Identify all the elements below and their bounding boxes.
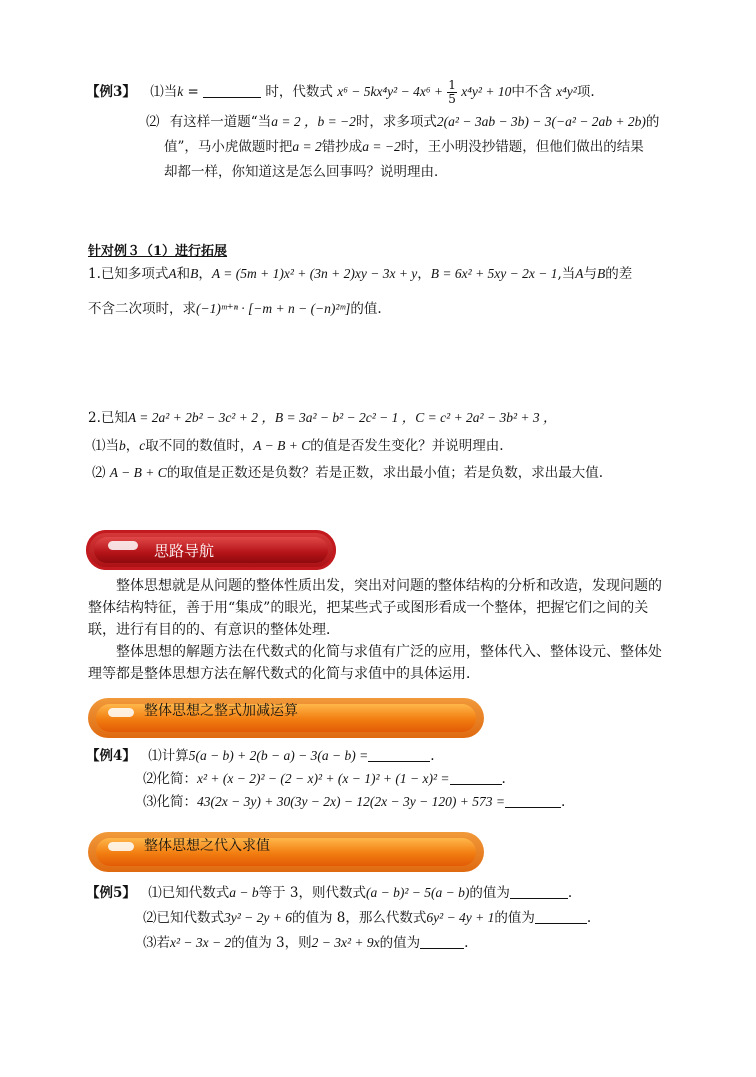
math-expression: a = 2 ，b = −2 [271, 114, 356, 129]
text: . [430, 748, 435, 764]
extension-p1-line2 [88, 297, 382, 317]
example-3-q2-line2 [164, 135, 644, 155]
text: 不含二次项时，求 [88, 301, 196, 317]
example-3-q2-line3 [164, 160, 448, 180]
text: 1.已知多项式 [88, 266, 169, 282]
question-number: ⑵ [143, 771, 157, 787]
answer-blank[interactable] [368, 747, 430, 762]
banner-highlight [108, 708, 134, 717]
math-expression: 5(a − b) + 2(b − a) − 3(a − b) = [188, 748, 369, 763]
fraction [447, 79, 457, 106]
text: . [567, 885, 573, 901]
text: 的值为 [469, 885, 510, 901]
text: 有这样一道题“当 [169, 114, 272, 130]
text: 的值是否发生变化？并说明理由. [310, 438, 504, 454]
math-expression: 3y² − 2y + 6 [224, 910, 293, 925]
text: 的取值是正数还是负数？若是正数，求出最小值；若是负数，求出最大值. [166, 465, 604, 481]
math-expression: x⁴y² + 10 [461, 84, 512, 99]
math-var: A [168, 266, 177, 281]
question-number: ⑵ [92, 465, 106, 481]
text: 2.已知 [88, 410, 128, 426]
extension-p2-q1 [92, 434, 504, 454]
question-number: ⑴ [148, 885, 162, 901]
text: 时，求多项式 [355, 114, 437, 130]
text: . [560, 794, 566, 810]
text: 化简： [156, 771, 197, 787]
math-expression: 2(a² − 3ab − 3b) − 3(−a² − 2ab + 2b) [436, 114, 646, 129]
math-expression: A − B + C [109, 465, 167, 480]
question-number: ⑶ [143, 935, 157, 951]
text: 时，王小明没抄错题，但他们做出的结果 [400, 139, 644, 155]
banner-highlight [108, 541, 138, 550]
section-banner-1 [88, 698, 484, 738]
math-expression: A = (5m + 1)x² + (3n + 2)xy − 3x + y [211, 266, 418, 281]
math-var: B [597, 266, 606, 281]
text: 项. [576, 84, 595, 100]
fraction-denominator: 5 [448, 92, 456, 106]
text: = [187, 84, 199, 100]
extension-heading: 针对例３（1）进行拓展 [88, 244, 228, 259]
text: . [586, 910, 592, 926]
answer-blank[interactable] [510, 884, 568, 899]
math-var: A [575, 266, 584, 281]
question-number: ⑶ [143, 794, 157, 810]
fraction-numerator: 1 [448, 78, 456, 92]
text: 的值. [350, 301, 382, 317]
guide-banner-title: 思路导航 [154, 542, 215, 560]
text: 当 [105, 438, 119, 454]
text: ,当 [557, 266, 576, 282]
text: 当 [163, 84, 178, 100]
text: . [464, 935, 469, 951]
math-expression: x² − 3x − 2 [170, 935, 232, 950]
text: 取不同的数值时， [145, 438, 254, 454]
example-5-q3 [143, 931, 468, 951]
banner-highlight [108, 842, 134, 851]
section-banner-1-title: 整体思想之整式加减运算 [144, 703, 298, 719]
example-5-q2 [143, 906, 591, 926]
text: 的差 [605, 266, 633, 282]
answer-blank[interactable] [450, 770, 502, 785]
text: 与 [583, 266, 598, 282]
extension-p2-q2 [92, 461, 603, 481]
example-label: 【例4】 [86, 748, 136, 764]
math-expression: B = 6x² + 5xy − 2x − 1 [430, 266, 558, 281]
math-expression: x⁶ − 5kx⁴y² − 4x⁶ + [337, 84, 443, 99]
example-3-q2-line1 [146, 110, 659, 130]
example-3-q1 [86, 79, 595, 106]
text: 的值为 3，则 [231, 935, 312, 951]
text: 计算 [161, 748, 189, 764]
text: . [501, 771, 506, 787]
math-expression: a = −2 [362, 139, 401, 154]
math-expression: x⁴y² [556, 84, 577, 99]
answer-blank[interactable] [535, 909, 587, 924]
example-4-q1 [86, 744, 435, 764]
math-expression: A − B + C [253, 438, 311, 453]
text: 的 [645, 114, 660, 130]
text: ， [417, 266, 431, 282]
text: 却都一样，你知道这是怎么回事吗？说明理由． [164, 164, 448, 180]
guide-paragraph-1: 整体思想就是从问题的整体性质出发，突出对问题的整体结构的分析和改造，发现问题的整体结构特征，善于用“集成”的眼光，把某些式子或图形看成一个整体，把握它们之间的关联，进行有目的的、有意识的整体处理． [88, 578, 662, 638]
answer-blank[interactable] [420, 934, 464, 949]
math-expression: 2 − 3x² + 9x [311, 935, 380, 950]
section-banner-2 [88, 832, 484, 872]
example-5-q1 [86, 881, 572, 901]
math-expression: (−1)ᵐ⁺ⁿ · [−m + n − (−n)²ᵐ] [196, 301, 351, 316]
math-expression: A = 2a² + 2b² − 3c² + 2 ，B = 3a² − b² − 2c² − 1 ，C = c² + 2a² − 3b² + 3 ， [127, 410, 557, 425]
example-4-q3 [143, 790, 565, 810]
math-var: k [177, 84, 184, 99]
math-expression: 6y² − 4y + 1 [426, 910, 495, 925]
text: 的值为 8，那么代数式 [292, 910, 427, 926]
question-number: ⑴ [148, 748, 162, 764]
text: 时，代数式 [265, 84, 333, 100]
question-number: ⑴ [150, 84, 164, 100]
text: 若 [156, 935, 170, 951]
text: 等于 3，则代数式 [258, 885, 366, 901]
text: 错抄成 [321, 139, 363, 155]
guide-paragraph-2: 整体思想的解题方法在代数式的化简与求值有广泛的应用，整体代入、整体设元、整体处理等都是整体思想方法在解代数式的化简与求值中的具体运用． [88, 644, 662, 682]
math-var: b [119, 438, 126, 453]
math-expression: (a − b)² − 5(a − b) [365, 885, 470, 900]
math-expression: a = 2 [292, 139, 322, 154]
text: ， [125, 438, 140, 454]
text: 中不含 [511, 84, 552, 100]
math-expression: a − b [229, 885, 259, 900]
answer-blank[interactable] [505, 793, 561, 808]
question-number: ⑵ [146, 114, 160, 130]
extension-p2-line1 [88, 406, 557, 426]
math-expression: 43(2x − 3y) + 30(3y − 2x) − 12(2x − 3y − 120) + 573 = [197, 794, 505, 809]
example-label: 【例5】 [86, 885, 136, 901]
text: 化简： [156, 794, 197, 810]
answer-blank[interactable] [203, 83, 261, 98]
text: ， [198, 266, 212, 282]
math-expression: x² + (x − 2)² − (2 − x)² + (x − 1)² + (1 − x)² = [197, 771, 450, 786]
guide-text [88, 575, 668, 685]
text: 已知代数式 [156, 910, 224, 926]
math-var: B [190, 266, 199, 281]
example-label: 【例3】 [86, 84, 136, 100]
example-4-q2 [143, 767, 506, 787]
extension-p1-line1 [88, 262, 632, 282]
question-number: ⑵ [143, 910, 157, 926]
text: 和 [176, 266, 191, 282]
section-banner-2-title: 整体思想之代入求值 [144, 838, 270, 854]
question-number: ⑴ [92, 438, 106, 454]
guide-banner [86, 530, 336, 570]
text: 已知代数式 [161, 885, 230, 901]
text: 值”，马小虎做题时把 [164, 139, 293, 155]
text: 的值为 [494, 910, 535, 926]
math-var: c [139, 438, 146, 453]
text: 的值为 [379, 935, 421, 951]
